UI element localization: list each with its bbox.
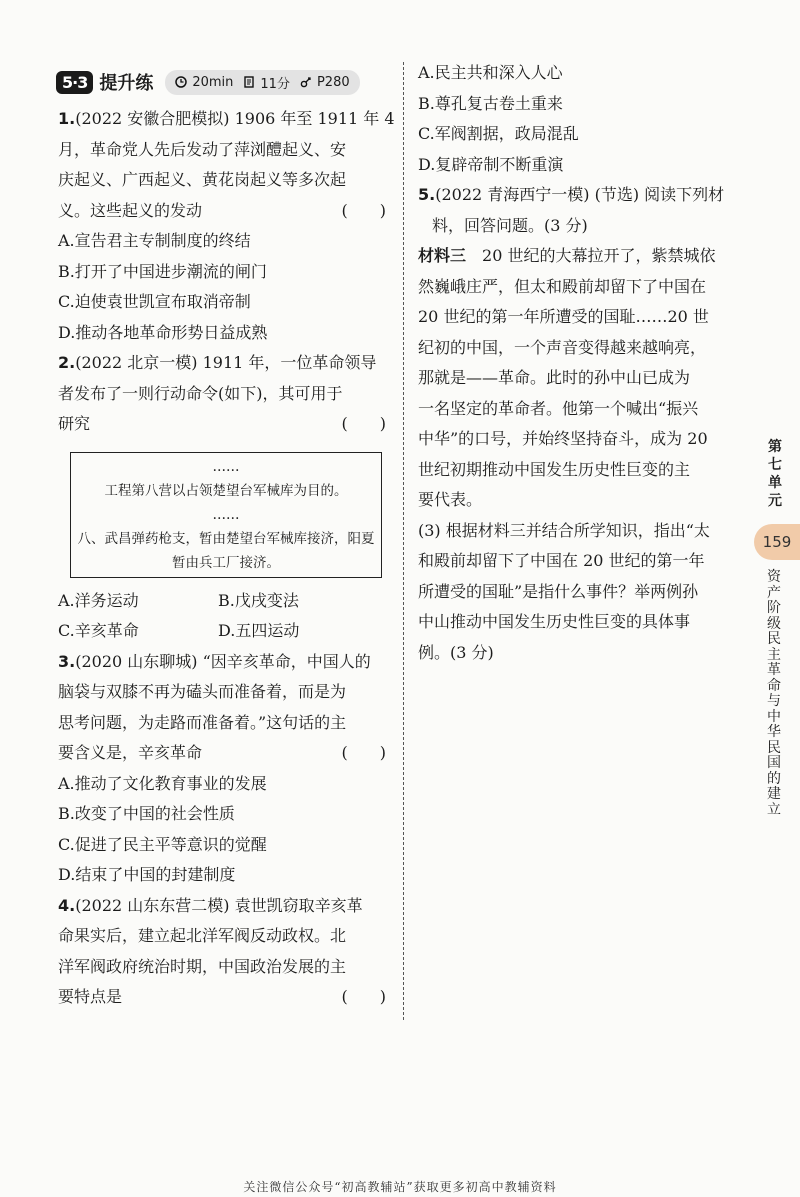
- material-line: 20 世纪的第一年所遭受的国耻……20 世: [418, 307, 709, 326]
- option-a[interactable]: A.宣告君主专制制度的终结: [58, 231, 251, 250]
- question-5: [418, 180, 750, 668]
- question-text-line: 者发布了一则行动命令(如下)，其可用于: [58, 383, 343, 403]
- option-a[interactable]: A.洋务运动: [58, 590, 139, 610]
- answer-blank[interactable]: ( ): [341, 987, 386, 1006]
- left-column: [58, 66, 395, 1013]
- question-number: 2.: [58, 353, 76, 372]
- question-text-line: 命果实后，建立起北洋军阀反动政权。北: [58, 926, 347, 945]
- sub-question-line: 中山推动中国发生历史性巨变的具体事: [418, 612, 691, 631]
- answer-blank[interactable]: ( ): [341, 743, 386, 762]
- option-c[interactable]: C.迫使袁世凯宣布取消帝制: [58, 292, 251, 311]
- question-text-line: 要含义是，辛亥革命: [58, 743, 203, 762]
- sub-question-line: 例。(3 分): [418, 642, 494, 662]
- option-b[interactable]: B.打开了中国进步潮流的闸门: [58, 261, 267, 281]
- answer-blank[interactable]: ( ): [341, 200, 386, 220]
- sub-question-line: 和殿前却留下了中国在 20 世纪的第一年: [418, 551, 705, 570]
- question-1: [58, 104, 395, 348]
- command-excerpt-box: [70, 452, 382, 578]
- option-b[interactable]: B.尊孔复古卷土重来: [418, 93, 563, 113]
- sub-question-line: 所遭受的国耻”是指什么事件？举两例孙: [418, 581, 699, 601]
- question-3: [58, 647, 392, 891]
- answer-blank[interactable]: ( ): [341, 414, 386, 433]
- question-text-line: (2022 北京一模) 1911 年，一位革命领导: [75, 353, 377, 372]
- score-icon: [243, 76, 255, 88]
- material-line: 那就是——革命。此时的孙中山已成为: [418, 368, 691, 387]
- question-number: 4.: [58, 895, 76, 915]
- score-value: 11分: [260, 76, 290, 92]
- footer-note: 关注微信公众号“初高教辅站”获取更多初高中教辅资料: [243, 1180, 557, 1194]
- question-number: 5.: [418, 185, 436, 204]
- question-text-line: (2022 安徽合肥模拟) 1906 年至 1911 年 4: [75, 109, 395, 128]
- question-text-line: (2020 山东聊城) “因辛亥革命，中国人的: [75, 651, 371, 671]
- option-d[interactable]: D.推动各地革命形势日益成熟: [58, 322, 268, 342]
- ellipsis: ……: [212, 506, 240, 523]
- unit-label: 第 七 单 元: [768, 439, 782, 509]
- page-number: 159: [754, 524, 800, 560]
- option-d[interactable]: D.五四运动: [218, 621, 300, 640]
- excerpt-line: 工程第八营以占领楚望台军械库为目的。: [104, 482, 348, 499]
- material-line: 一名坚定的革命者。他第一个喊出“振兴: [418, 398, 699, 418]
- material-line: 然巍峨庄严，但太和殿前却留下了中国在: [418, 276, 707, 296]
- question-2: [58, 348, 392, 647]
- ellipsis: ……: [212, 458, 240, 475]
- material-line: 20 世纪的大幕拉开了，紫禁城依: [482, 246, 716, 265]
- material-label: 材料三: [418, 246, 467, 265]
- option-d[interactable]: D.结束了中国的封建制度: [58, 865, 236, 884]
- option-b[interactable]: B.戊戌变法: [218, 590, 299, 610]
- section-meta: [165, 70, 359, 95]
- section-badge: 5·3: [56, 71, 93, 94]
- material-line: 纪初的中国，一个声音变得越来越响亮，: [418, 337, 707, 357]
- question-4: [58, 891, 392, 1013]
- option-d[interactable]: D.复辟帝制不断重演: [418, 154, 564, 174]
- sub-question-3: [418, 516, 750, 669]
- question-text-line: 义。这些起义的发动: [58, 200, 203, 220]
- right-column: [418, 58, 750, 668]
- option-b[interactable]: B.改变了中国的社会性质: [58, 804, 235, 823]
- option-c[interactable]: C.军阀割据，政局混乱: [418, 124, 579, 143]
- material-line: 要代表。: [418, 490, 483, 509]
- option-c[interactable]: C.促进了民主平等意识的觉醒: [58, 834, 267, 854]
- question-4-options: [418, 58, 750, 180]
- time-value: 20min: [192, 74, 234, 90]
- question-text-line: 脑袋与双膝不再为磕头而准备着，而是为: [58, 682, 347, 701]
- question-text-line: 洋军阀政府统治时期，中国政治发展的主: [58, 956, 347, 976]
- question-text-line: (2022 青海西宁一模) (节选) 阅读下列材: [435, 185, 725, 204]
- question-text-line: (2022 山东东营二模) 袁世凯窃取辛亥革: [75, 895, 363, 915]
- sub-question-line: (3) 根据材料三并结合所学知识，指出“太: [418, 520, 710, 540]
- question-text-line: 思考问题，为走路而准备着。”这句话的主: [58, 712, 347, 732]
- material-line: 世纪初期推动中国发生历史性巨变的主: [418, 459, 691, 479]
- answer-page: P280: [316, 74, 350, 90]
- question-text-line: 研究: [58, 414, 91, 433]
- section-header: [56, 66, 392, 98]
- question-text-line: 月，革命党人先后发动了萍浏醴起义、安: [58, 139, 347, 159]
- option-c[interactable]: C.辛亥革命: [58, 621, 139, 640]
- question-number: 1.: [58, 109, 76, 128]
- option-a[interactable]: A.民主共和深入人心: [418, 63, 563, 82]
- question-text-line: 庆起义、广西起义、黄花岗起义等多次起: [58, 170, 347, 189]
- option-a[interactable]: A.推动了文化教育事业的发展: [58, 773, 267, 793]
- question-text-line: 要特点是: [58, 987, 123, 1006]
- question-number: 3.: [58, 651, 76, 671]
- unit-title: 资 产 阶 级 民 主 革 命 与 中 华 民 国 的 建 立: [767, 569, 781, 818]
- section-title: 提升练: [99, 73, 154, 94]
- question-text-line: 料，回答问题。(3 分): [432, 215, 588, 235]
- excerpt-line: 八、武昌弹药枪支，暂由楚望台军械库接济，阳夏: [77, 530, 375, 547]
- material-line: 中华”的口号，并始终坚持奋斗，成为 20: [418, 429, 708, 448]
- clock-icon: [175, 76, 187, 88]
- material-three: [418, 241, 750, 516]
- excerpt-line: 暂由兵工厂接济。: [172, 554, 280, 571]
- column-divider: [403, 62, 404, 1020]
- answer-link-icon: [300, 76, 312, 88]
